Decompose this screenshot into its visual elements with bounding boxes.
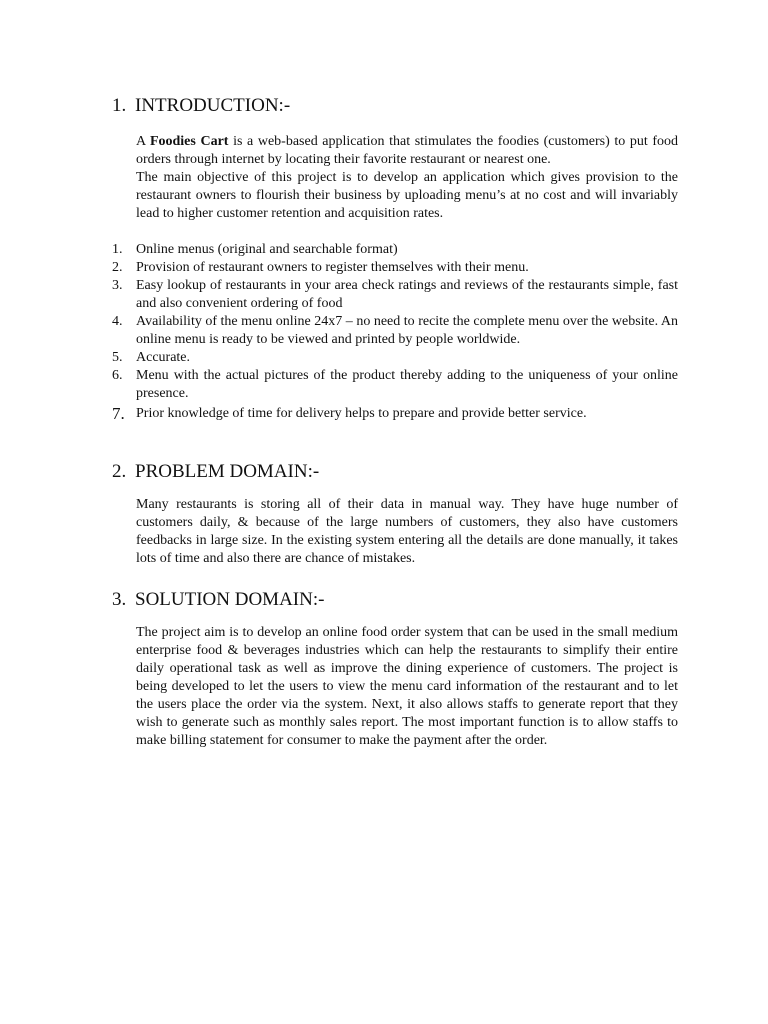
list-item-marker: 3. xyxy=(112,278,123,293)
list-item-marker: 2. xyxy=(112,260,123,275)
list-item-text: Availability of the menu online 24x7 – no need to recite the complete menu over the website. An online menu is ready to be viewed and printed by people worldwide. xyxy=(136,314,678,347)
section-number: 2. xyxy=(112,461,127,482)
list-item-marker: 6. xyxy=(112,368,123,383)
list-item xyxy=(112,405,678,423)
intro-paragraph-1-text: is a web-based application that stimulates the foodies (customers) to put food orders through internet by locating their favorite restaurant or nearest one. xyxy=(136,134,678,167)
section-heading-problem-domain xyxy=(112,461,319,483)
list-item-text: Easy lookup of restaurants in your area check ratings and reviews of the restaurants simple, fast and also convenient ordering of food xyxy=(136,278,678,311)
list-item-marker: 1. xyxy=(112,242,123,257)
list-item xyxy=(112,313,678,349)
intro-paragraph-1 xyxy=(136,133,678,169)
product-name: Foodies Cart xyxy=(149,134,229,149)
list-item-text: Online menus (original and searchable format) xyxy=(136,242,398,257)
list-item-text: Provision of restaurant owners to register themselves with their menu. xyxy=(136,260,529,275)
list-item xyxy=(112,349,678,367)
section-heading-solution-domain xyxy=(112,589,324,611)
section-title: INTRODUCTION:- xyxy=(135,95,291,116)
section-number: 3. xyxy=(112,589,127,610)
list-item-marker: 5. xyxy=(112,350,123,365)
list-item-marker: 4. xyxy=(112,314,123,329)
list-item-text: Accurate. xyxy=(136,350,191,365)
intro-paragraph-2: The main objective of this project is to develop an application which gives provision to the restaurant owners to flourish their business by uploading menu’s at no cost and will invariably lead to higher customer retention and acquisition rates. xyxy=(136,170,678,221)
list-item-text: Prior knowledge of time for delivery helps to prepare and provide better service. xyxy=(136,406,587,421)
list-item xyxy=(112,277,678,313)
section-number: 1. xyxy=(112,95,127,116)
solution-paragraph: The project aim is to develop an online food order system that can be used in the small medium enterprise food & beverages industries which can help the restaurants to simplify their entire daily operational task as well as improve the dining experience of customers. The project is being developed to let the users to view the menu card information of the restaurant and to let the users place the order via the system. Next, it also allows staffs to generate report that they wish to generate such as monthly sales report. The most important function is to allow staffs to make billing statement for consumer to make the payment after the order. xyxy=(136,625,678,748)
list-item xyxy=(112,241,678,259)
section-heading-introduction xyxy=(112,95,290,117)
list-item xyxy=(112,259,678,277)
section-title: SOLUTION DOMAIN:- xyxy=(135,589,325,610)
list-item xyxy=(112,367,678,403)
feature-list xyxy=(112,241,678,423)
intro-prefix: A xyxy=(136,134,150,149)
list-item-marker: 7. xyxy=(112,404,125,423)
problem-paragraph: Many restaurants is storing all of their data in manual way. They have huge number of customers daily, & because of the large numbers of customers, they also have customers feedbacks in large size. In the existing system entering all the details are done manually, it takes lots of time and also there are chance of mistakes. xyxy=(136,497,678,566)
section-title: PROBLEM DOMAIN:- xyxy=(135,461,320,482)
list-item-text: Menu with the actual pictures of the product thereby adding to the uniqueness of your online presence. xyxy=(136,368,678,401)
